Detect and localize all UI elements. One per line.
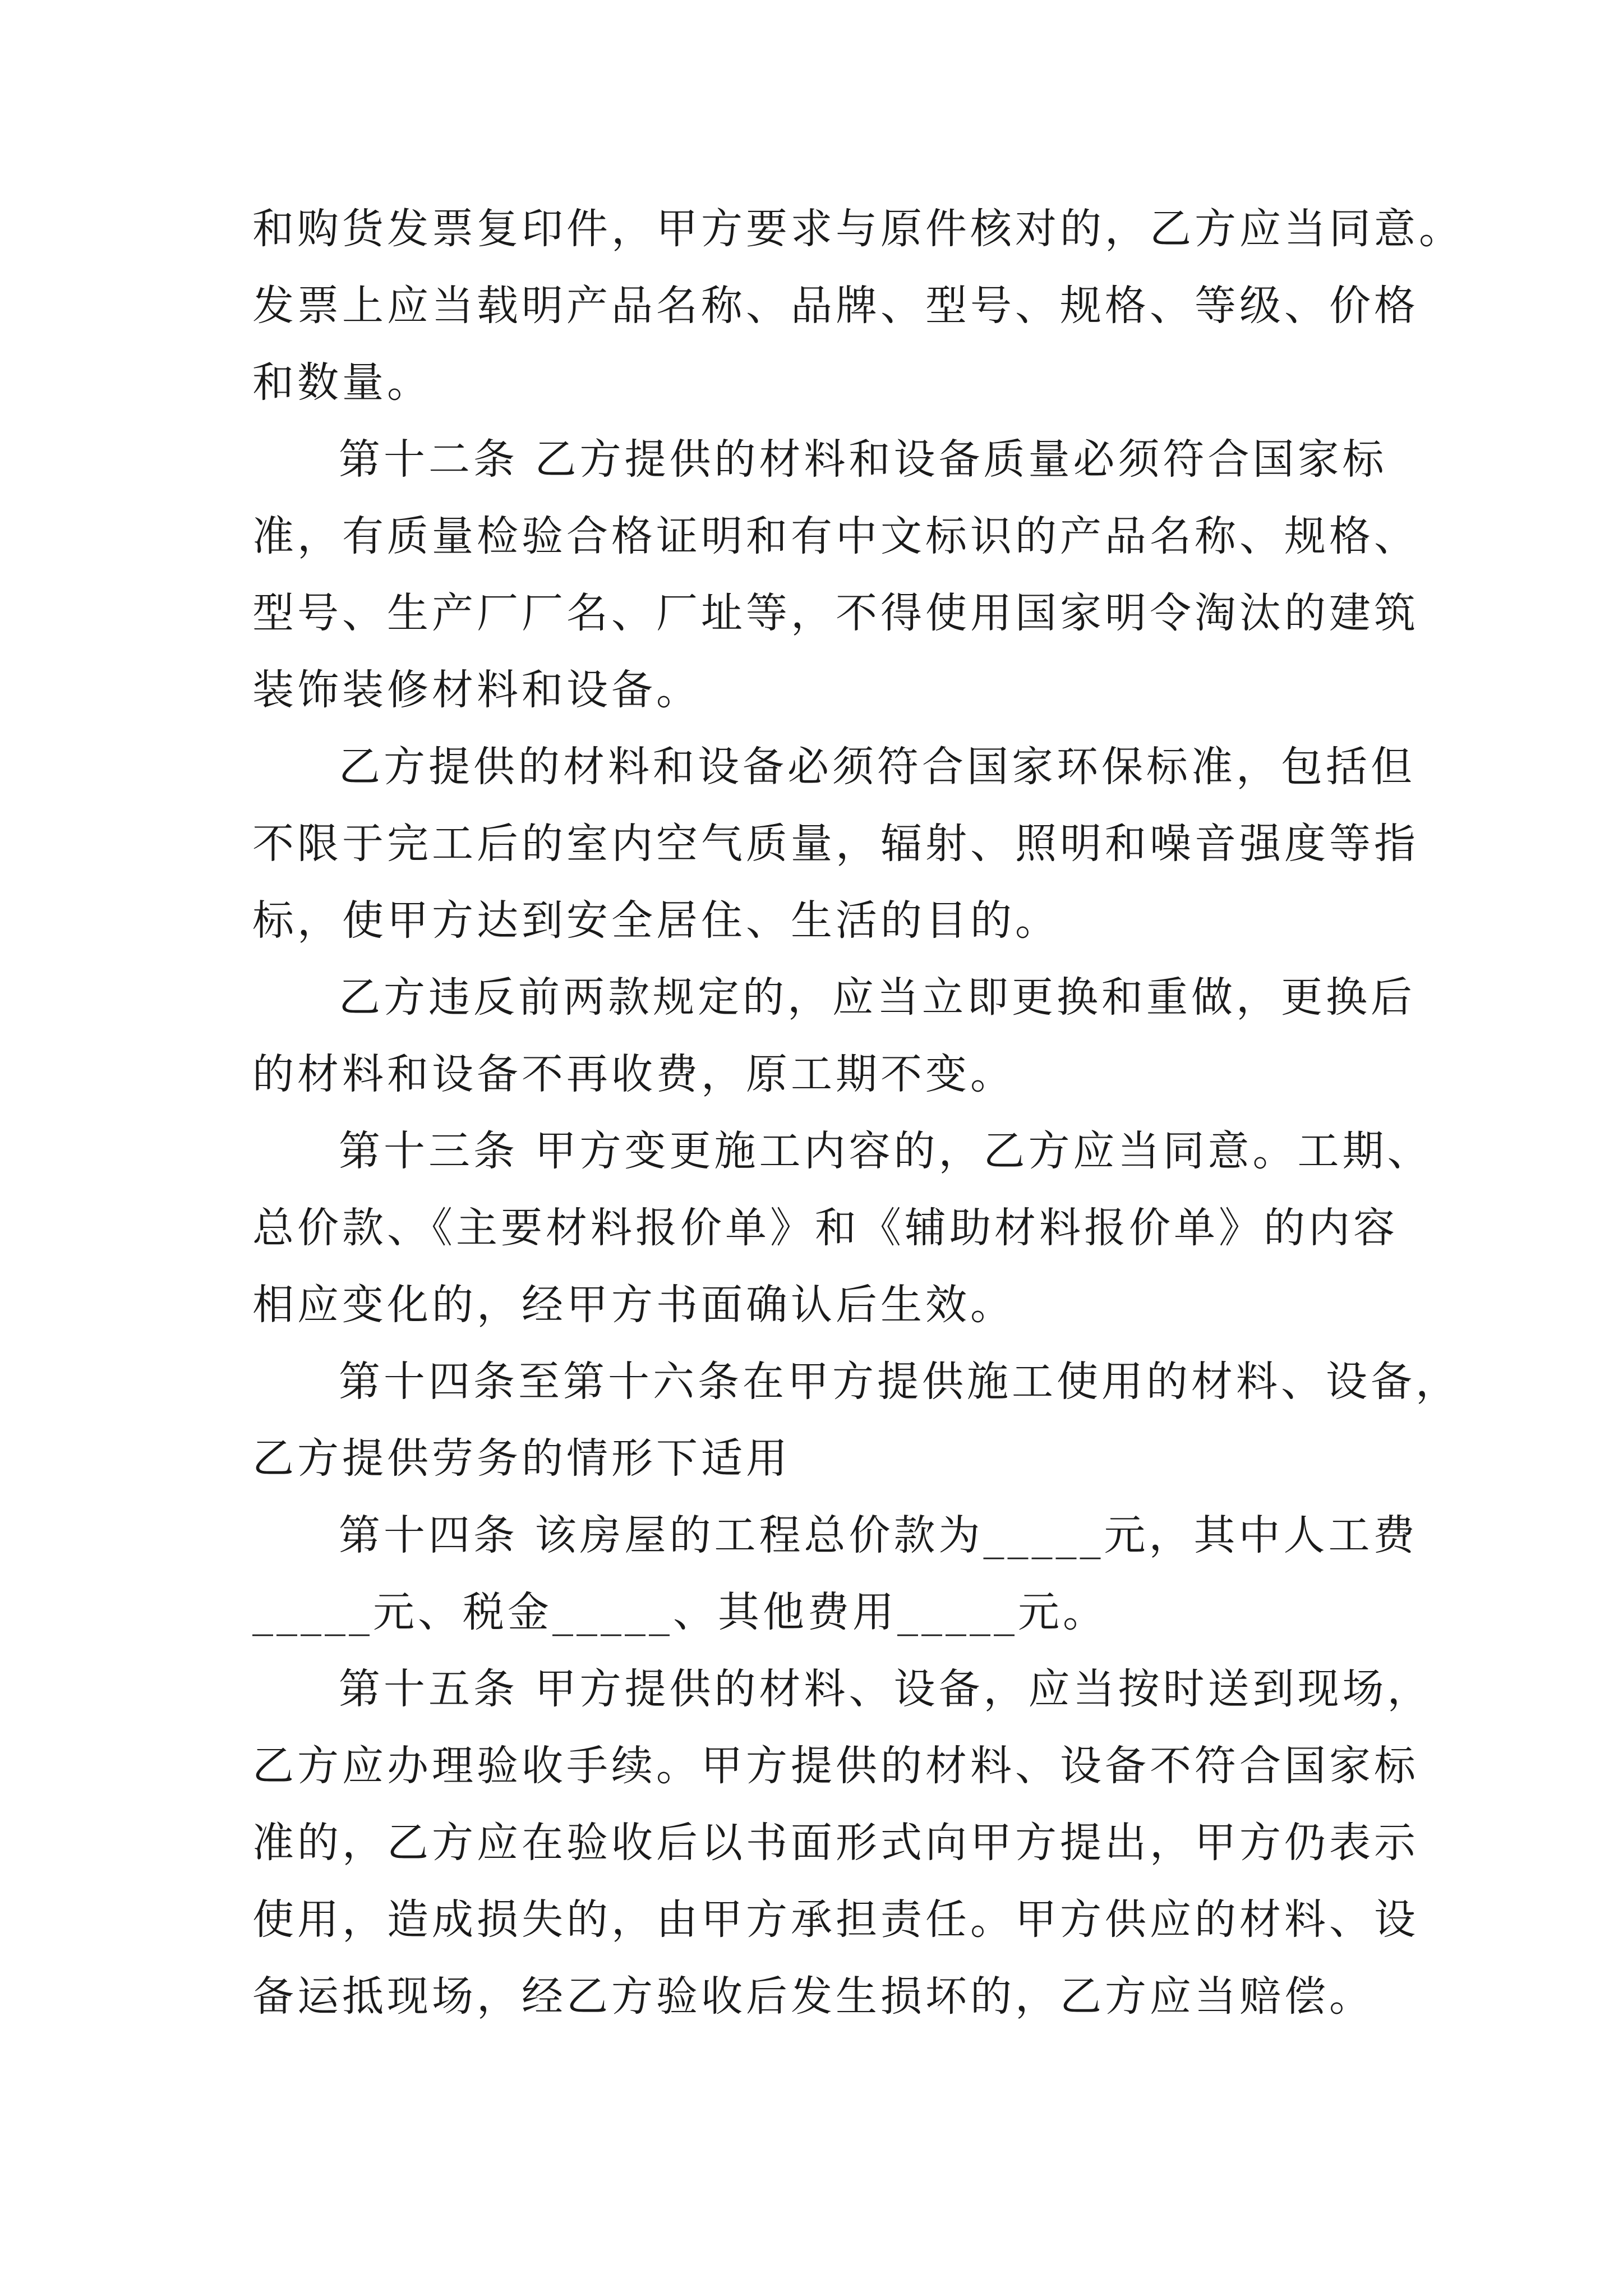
text-line: 发票上应当载明产品名称、品牌、型号、规格、等级、价格 <box>252 282 1419 330</box>
article-12-heading-line: 第十二条 乙方提供的材料和设备质量必须符合国家标 <box>339 435 1387 484</box>
article-13-heading-line: 第十三条 甲方变更施工内容的，乙方应当同意。工期、 <box>339 1127 1432 1175</box>
paragraph-start-line: 乙方违反前两款规定的，应当立即更换和重做，更换后 <box>339 973 1415 1022</box>
text-line: 使用，造成损失的，由甲方承担责任。甲方供应的材料、设 <box>252 1895 1419 1944</box>
text-line: 不限于完工后的室内空气质量，辐射、照明和噪音强度等指 <box>252 820 1419 868</box>
paragraph-start-line: 第十四条至第十六条在甲方提供施工使用的材料、设备， <box>339 1358 1460 1406</box>
text-line: 相应变化的，经甲方书面确认后生效。 <box>252 1281 1015 1329</box>
text-line: 乙方提供劳务的情形下适用 <box>252 1434 791 1483</box>
text-line: 型号、生产厂厂名、厂址等，不得使用国家明令淘汰的建筑 <box>252 589 1419 637</box>
text-line: 总价款、《主要材料报价单》和《辅助材料报价单》的内容 <box>252 1204 1398 1252</box>
document-body <box>252 191 1464 2035</box>
text-line: 准的，乙方应在验收后以书面形式向甲方提出，甲方仍表示 <box>252 1819 1419 1867</box>
text-line: 装饰装修材料和设备。 <box>252 666 701 714</box>
text-line: 备运抵现场，经乙方验收后发生损坏的，乙方应当赔偿。 <box>252 1972 1374 2021</box>
article-14-heading-line: 第十四条 该房屋的工程总价款为_____元，其中人工费 <box>339 1511 1418 1559</box>
paragraph-start-line: 乙方提供的材料和设备必须符合国家环保标准，包括但 <box>339 743 1415 791</box>
text-line: 和购货发票复印件，甲方要求与原件核对的，乙方应当同意。 <box>252 205 1464 253</box>
text-line: 的材料和设备不再收费，原工期不变。 <box>252 1050 1015 1098</box>
text-line: 和数量。 <box>252 358 432 407</box>
text-line: _____元、税金_____、其他费用_____元。 <box>252 1588 1108 1636</box>
text-line: 标，使甲方达到安全居住、生活的目的。 <box>252 896 1060 945</box>
text-line: 乙方应办理验收手续。甲方提供的材料、设备不符合国家标 <box>252 1742 1419 1790</box>
text-line: 准，有质量检验合格证明和有中文标识的产品名称、规格、 <box>252 512 1419 560</box>
article-15-heading-line: 第十五条 甲方提供的材料、设备，应当按时送到现场， <box>339 1665 1432 1713</box>
